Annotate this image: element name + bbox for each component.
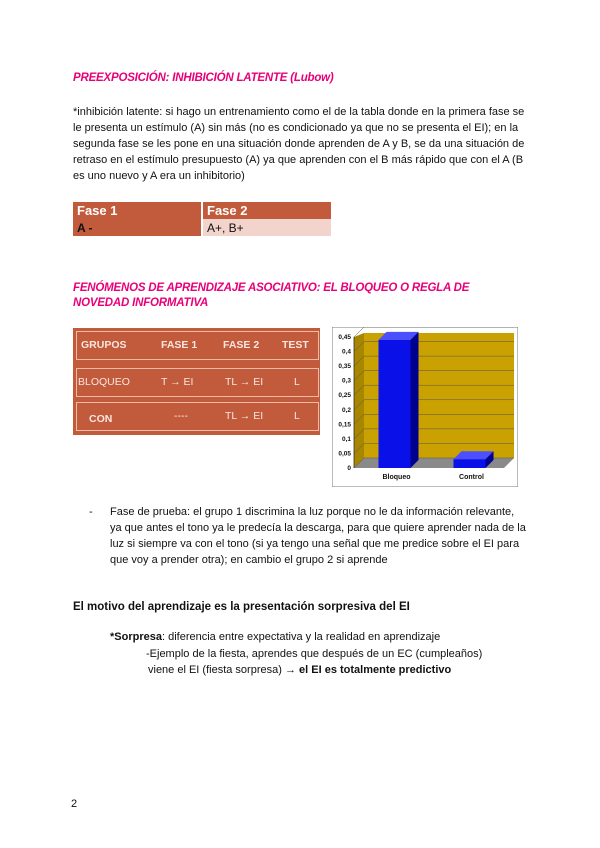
chart-y-tick-label: 0,05 xyxy=(338,450,351,458)
chart-x-tick-label: Control xyxy=(459,474,484,481)
groups-header-phase1: FASE 1 xyxy=(161,339,198,351)
groups-cell-phase2: TL → EI xyxy=(225,376,264,388)
test-phase-bullet-text: Fase de prueba: el grupo 1 discrimina la luz porque no le da información relevante, ya que antes el tono ya le predecía la descarga, para que quiere aprender nada de la luz si siempre va con el tono (si ya tengo una señal que me predice sobre el EI para que voy a prender otra); en cambio el grupo 2 si aprende xyxy=(110,506,526,566)
chart-side-wall xyxy=(354,333,364,468)
chart-y-tick-label: 0,3 xyxy=(341,377,351,385)
phase-table-header-1: Fase 1 xyxy=(73,202,202,219)
bullet-marker: - xyxy=(89,506,93,518)
surprise-term: *Sorpresa xyxy=(110,631,162,643)
latent-inhibition-paragraph: *inhibición latente: si hago un entrenamiento como el de la tabla donde en la primera fase se le presenta un estímulo (A) sin más (no es condicionado ya que no se presenta el EI); en la segunda fase se les pone en una situación donde aprenden de A y B, se da una situación de retraso en el estímulo presupuesto (A) ya que aprenden con el B más rápido que con el A (B es uno nuevo y A era un inhibitorio) xyxy=(73,106,525,182)
chart-bar-side xyxy=(411,332,419,468)
phase-table-header-2: Fase 2 xyxy=(202,202,331,219)
groups-cell-phase2: TL → EI xyxy=(225,410,264,422)
phase-table xyxy=(73,202,331,236)
groups-cell-group: BLOQUEO xyxy=(78,376,130,388)
chart-y-tick-label: 0,1 xyxy=(341,435,351,443)
groups-header-test: TEST xyxy=(282,339,309,351)
chart-y-tick-label: 0,45 xyxy=(338,334,351,341)
groups-cell-test: L xyxy=(294,376,300,388)
groups-cell-phase1: ---- xyxy=(174,410,188,422)
heading-blocking: FENÓMENOS DE APRENDIZAJE ASOCIATIVO: EL BLOQUEO O REGLA DE NOVEDAD INFORMATIVA xyxy=(73,282,470,309)
chart-x-tick-label: Bloqueo xyxy=(382,474,411,481)
surprise-definition-text: : diferencia entre expectativa y la realidad en aprendizaje xyxy=(161,631,441,643)
surprise-example-line-2 xyxy=(148,664,451,676)
chart-bar xyxy=(379,340,411,468)
chart-y-tick-label: 0,2 xyxy=(341,406,351,414)
page-number: 2 xyxy=(71,798,78,810)
phase-table-cell-1: A - xyxy=(73,219,202,236)
blocking-bar-chart xyxy=(332,327,518,487)
surprise-example-line-1: -Ejemplo de la fiesta, aprendes que después de un EC (cumpleaños) xyxy=(146,648,483,660)
chart-bar xyxy=(454,459,486,468)
groups-header-groups: GRUPOS xyxy=(81,339,127,351)
chart-y-tick-label: 0,25 xyxy=(338,392,351,400)
groups-table-row xyxy=(76,402,319,431)
surprise-example-plain: viene el EI (fiesta sorpresa) → xyxy=(148,664,300,676)
groups-cell-phase1: T → EI xyxy=(161,376,194,388)
chart-y-tick-label: 0,35 xyxy=(338,363,351,371)
groups-table-row xyxy=(76,368,319,397)
surprise-example-bold: el EI es totalmente predictivo xyxy=(299,664,452,676)
surprise-motive-statement: El motivo del aprendizaje es la presentación sorpresiva del EI xyxy=(73,601,410,613)
groups-table xyxy=(73,328,320,435)
groups-table-header-row xyxy=(76,331,319,360)
groups-header-phase2: FASE 2 xyxy=(223,339,260,351)
groups-cell-group: CON xyxy=(89,413,113,425)
chart-y-tick-label: 0,4 xyxy=(341,348,351,356)
surprise-definition xyxy=(110,631,440,643)
groups-cell-test: L xyxy=(294,410,300,422)
chart-y-tick-label: 0 xyxy=(347,465,351,472)
chart-y-tick-label: 0,15 xyxy=(338,421,351,429)
phase-table-cell-2: A+, B+ xyxy=(202,219,331,236)
heading-latent-inhibition: PREEXPOSICIÓN: INHIBICIÓN LATENTE (Lubow) xyxy=(73,72,334,84)
